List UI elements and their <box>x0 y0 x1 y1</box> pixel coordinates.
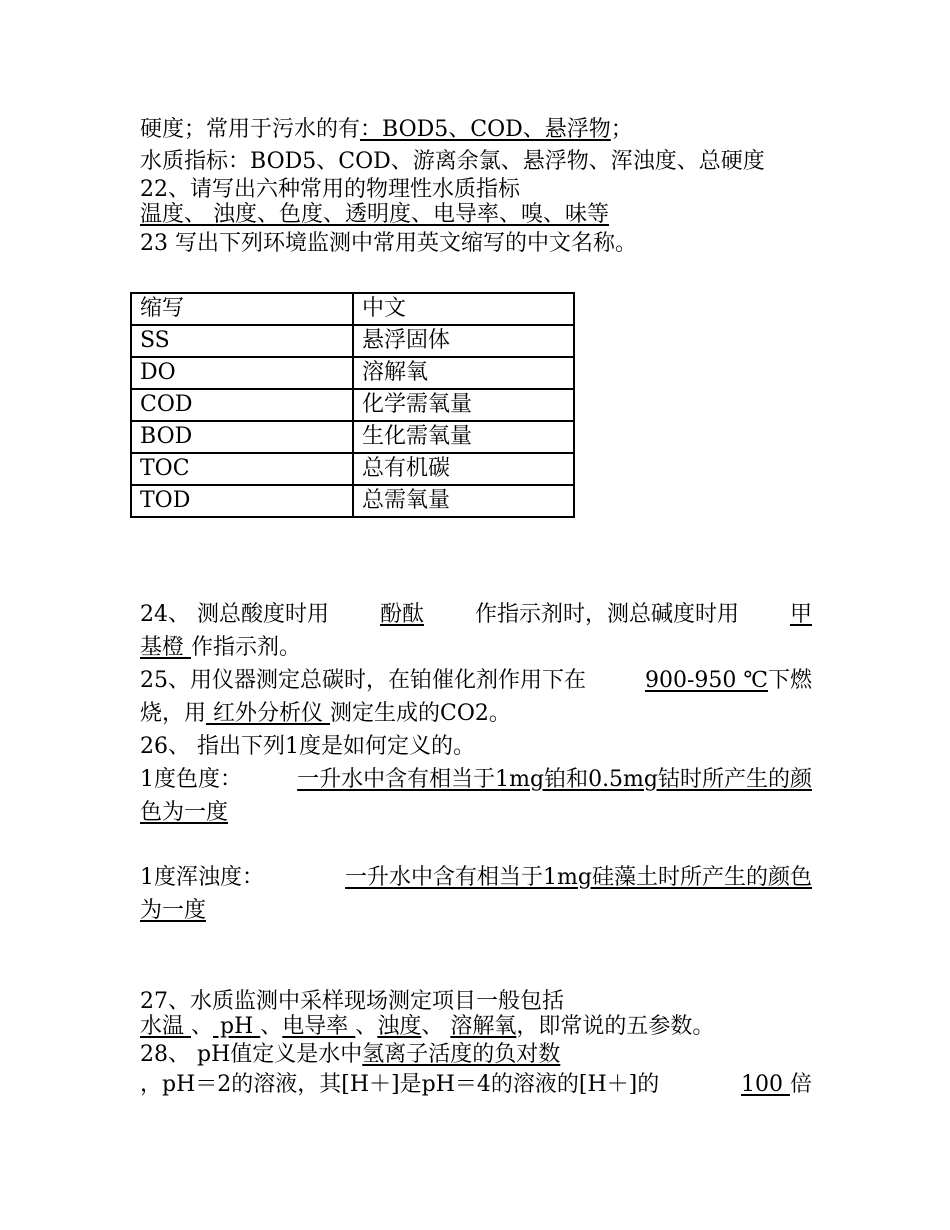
question-23 <box>140 230 812 258</box>
question-text: 26、 指出下列1度是如何定义的。 <box>140 734 475 759</box>
text: 28、 pH值定义是水中 <box>140 1042 363 1067</box>
blank-answer-methyl-orange-part2: 基橙 <box>140 635 191 660</box>
chinese-cell: 生化需氧量 <box>353 421 574 453</box>
abbr-cell: BOD <box>131 421 353 453</box>
answer-dissolved-oxygen: 溶解氧 <box>450 1014 517 1039</box>
chinese-cell: 溶解氧 <box>353 357 574 389</box>
table-row <box>131 325 574 357</box>
text: ； <box>610 117 633 142</box>
table-row <box>131 357 574 389</box>
blank-answer-infrared-analyzer: 红外分析仪 <box>206 701 331 726</box>
underlined-answer: 一升水中含有相当于1mg铂和0.5mg钴时所产生的颜 <box>297 767 812 792</box>
text: 烧，用 <box>140 701 207 726</box>
question-28-line-2 <box>140 1071 812 1099</box>
abbr-cell: TOC <box>131 453 353 485</box>
abbr-cell: SS <box>131 325 353 357</box>
abbreviation-table <box>130 292 575 518</box>
question-22 <box>140 176 812 204</box>
question-24-line-2 <box>140 634 812 662</box>
turbidity-definition-line-2 <box>140 897 812 925</box>
question-text: 22、请写出六种常用的物理性水质指标 <box>140 177 520 202</box>
abbr-cell: TOD <box>131 485 353 517</box>
color-definition-line-2 <box>140 799 812 827</box>
blank-answer-100: 100 <box>741 1072 790 1097</box>
separator: 、 <box>260 1014 283 1039</box>
blank-answer-phenolphthalein: 酚酞 <box>379 602 424 627</box>
line-water-indicators <box>140 148 812 176</box>
text: 倍 <box>789 1072 812 1097</box>
line-hardness <box>140 116 812 144</box>
table-row <box>131 389 574 421</box>
underlined-answer: 色为一度 <box>140 800 229 825</box>
table-row <box>131 453 574 485</box>
separator: 、 <box>355 1014 378 1039</box>
text: 硬度；常用于污水的有 <box>140 117 361 142</box>
abbr-cell: DO <box>131 357 353 389</box>
table-row <box>131 421 574 453</box>
header-cell: 缩写 <box>131 293 353 325</box>
underlined-answer: 为一度 <box>140 898 207 923</box>
underlined-answer: 一升水中含有相当于1mg硅藻土时所产生的颜色 <box>345 865 812 890</box>
question-25-line-2 <box>140 700 812 728</box>
underlined-answer: 温度、 浊度、色度、透明度、电导率、嗅、味等 <box>140 202 609 227</box>
question-27 <box>140 988 812 1016</box>
answer-ph: pH <box>213 1014 261 1039</box>
answer-27 <box>140 1013 812 1041</box>
answer-turbidity: 浊度 <box>377 1014 422 1039</box>
text: 水质指标：BOD5、COD、游离余氯、悬浮物、浑浊度、总硬度 <box>140 149 765 174</box>
question-25-line-1 <box>140 667 812 695</box>
turbidity-definition-line-1 <box>140 864 812 892</box>
label: 1度浑浊度： <box>140 865 264 890</box>
question-text: 27、水质监测中采样现场测定项目一般包括 <box>140 989 564 1014</box>
abbr-cell: COD <box>131 389 353 421</box>
chinese-cell: 悬浮固体 <box>353 325 574 357</box>
chinese-cell: 总需氧量 <box>353 485 574 517</box>
color-definition-line-1 <box>140 766 812 794</box>
text: 作指示剂。 <box>191 635 302 660</box>
label: 1度色度： <box>140 767 242 792</box>
question-text: 23 写出下列环境监测中常用英文缩写的中文名称。 <box>140 231 637 256</box>
table-row <box>131 485 574 517</box>
answer-conductivity: 电导率 <box>282 1014 356 1039</box>
blank-answer-temperature: 900-950 ℃ <box>644 668 768 693</box>
table-header-row <box>131 293 574 325</box>
text: ，pH＝2的溶液，其[H＋]是pH＝4的溶液的[H＋]的 <box>140 1072 660 1097</box>
question-28-line-1 <box>140 1041 812 1069</box>
blank-answer-methyl-orange-part1: 甲 <box>789 602 812 627</box>
answer-water-temp: 水温 <box>140 1014 191 1039</box>
text: 25、用仪器测定总碳时，在铂催化剂作用下在 <box>140 668 586 693</box>
underlined-answer: ：BOD5、COD、悬浮物 <box>360 117 611 142</box>
question-24-line-1 <box>140 601 812 629</box>
text: 测定生成的CO2。 <box>330 701 511 726</box>
text: 作指示剂时，测总碱度时用 <box>474 602 739 627</box>
text: 24、 测总酸度时用 <box>140 602 329 627</box>
chinese-cell: 化学需氧量 <box>353 389 574 421</box>
underlined-answer: 氢离子活度的负对数 <box>362 1042 561 1067</box>
chinese-cell: 总有机碳 <box>353 453 574 485</box>
separator: 、 <box>421 1014 451 1039</box>
header-cell: 中文 <box>353 293 574 325</box>
question-26 <box>140 733 812 761</box>
answer-22 <box>140 201 812 229</box>
text: ，即常说的五参数。 <box>516 1014 715 1039</box>
text: 下燃 <box>767 668 812 693</box>
separator: 、 <box>191 1014 214 1039</box>
